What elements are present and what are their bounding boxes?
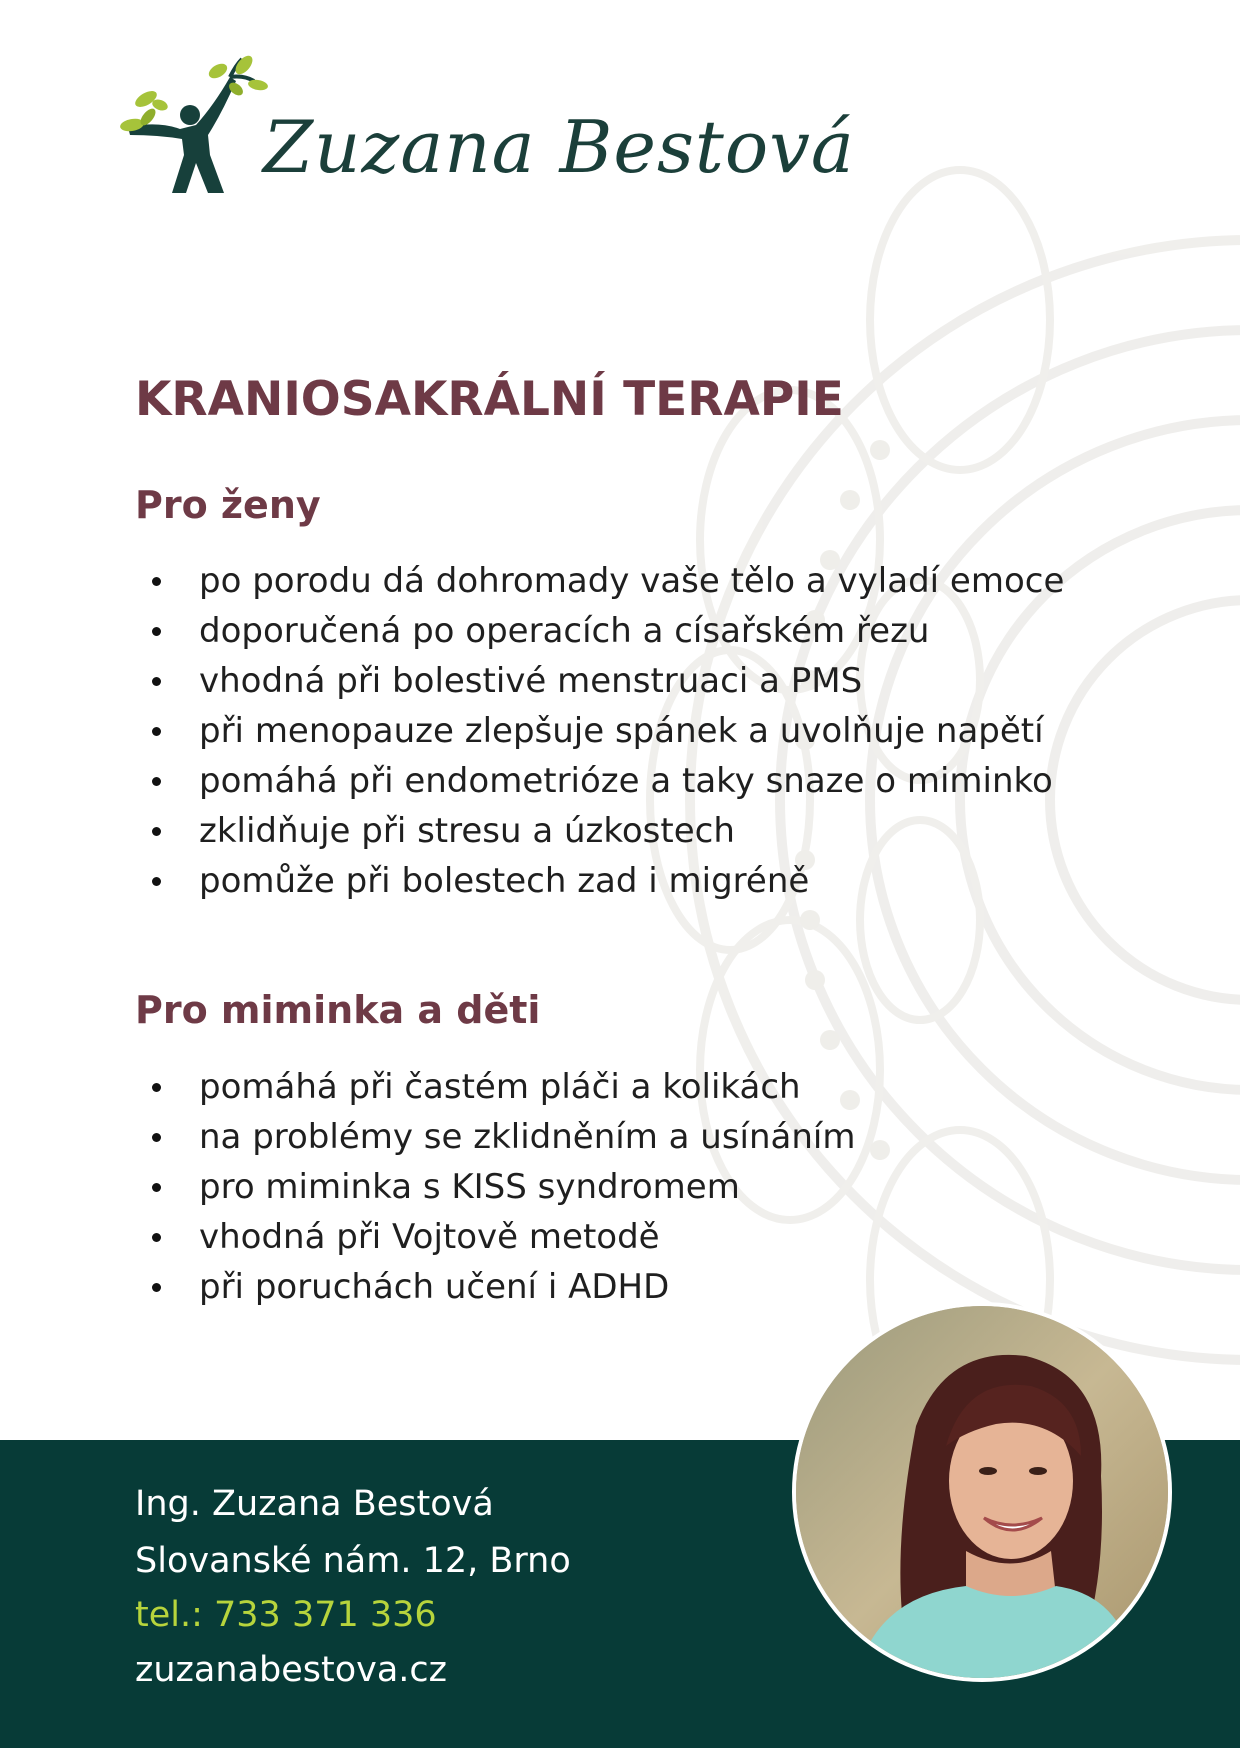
list-item: doporučená po operacích a císařském řezu xyxy=(135,606,1064,656)
portrait-photo xyxy=(792,1302,1172,1682)
list-item: zklidňuje při stresu a úzkostech xyxy=(135,806,1064,856)
list-women xyxy=(135,556,1064,906)
tree-person-logo-icon xyxy=(118,55,273,200)
list-item: při poruchách učení i ADHD xyxy=(135,1262,856,1312)
logo xyxy=(118,55,878,205)
list-item: pro miminka s KISS syndromem xyxy=(135,1162,856,1212)
contact-website[interactable]: zuzanabestova.cz xyxy=(135,1650,448,1690)
list-children xyxy=(135,1062,856,1312)
list-item: pomáhá při častém pláči a kolikách xyxy=(135,1062,856,1112)
contact-phone[interactable]: tel.: 733 371 336 xyxy=(135,1595,437,1635)
section-heading-women: Pro ženy xyxy=(135,483,321,527)
list-item: vhodná při bolestivé menstruaci a PMS xyxy=(135,656,1064,706)
section-heading-children: Pro miminka a děti xyxy=(135,988,541,1032)
logo-wordmark: Zuzana Bestová xyxy=(263,105,855,189)
portrait-illustration xyxy=(796,1306,1168,1678)
list-item: po porodu dá dohromady vaše tělo a vyladí emoce xyxy=(135,556,1064,606)
list-item: vhodná při Vojtově metodě xyxy=(135,1212,856,1262)
list-item: při menopauze zlepšuje spánek a uvolňuje napětí xyxy=(135,706,1064,756)
list-item: pomáhá při endometrióze a taky snaze o miminko xyxy=(135,756,1064,806)
list-item: na problémy se zklidněním a usínáním xyxy=(135,1112,856,1162)
list-item: pomůže při bolestech zad i migréně xyxy=(135,856,1064,906)
page-title: KRANIOSAKRÁLNÍ TERAPIE xyxy=(135,372,844,427)
contact-name: Ing. Zuzana Bestová xyxy=(135,1484,494,1524)
contact-address: Slovanské nám. 12, Brno xyxy=(135,1541,571,1581)
